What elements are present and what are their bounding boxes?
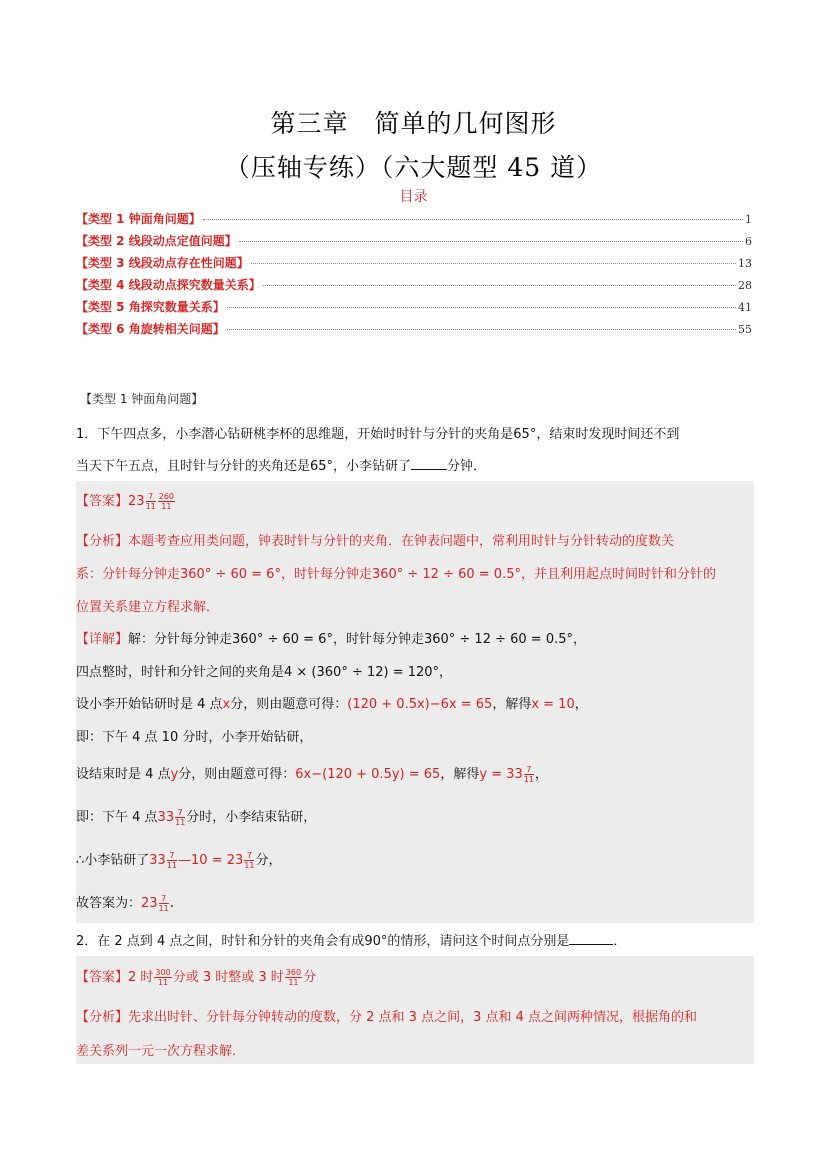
- fraction-numerator: 7: [159, 894, 169, 904]
- mixed-number: 23: [141, 896, 158, 911]
- equation-solution: x = 10: [531, 697, 575, 712]
- detail-text: 故答案为：: [76, 896, 142, 911]
- toc-item-label: 【类型 2 线段动点定值问题】: [76, 234, 237, 248]
- detail-text: 设小李开始钻研时是 4 点: [76, 697, 223, 712]
- detail-text: 分，则由题意可得：: [230, 697, 348, 712]
- toc-heading: 目录: [399, 189, 428, 205]
- answer-fraction: [154, 968, 171, 987]
- document-title: 第三章 简单的几何图形: [270, 109, 557, 138]
- detail-text: 解：分针每分钟走360° ÷ 60 = 6°，时针每分钟走360° ÷ 12 ÷ 60 = 0.5°，: [128, 632, 586, 647]
- detail-text: ，: [534, 767, 548, 782]
- toc-item-label: 【类型 3 线段动点存在性问题】: [76, 256, 249, 270]
- toc-item[interactable]: [76, 210, 752, 232]
- fraction-numerator: 300: [155, 968, 171, 977]
- detail-line-8: [76, 892, 174, 913]
- variable-x: x: [222, 697, 231, 712]
- answer-line-2: [76, 966, 316, 987]
- answer-blank: [411, 457, 447, 470]
- question-2-text-end: ．: [613, 934, 627, 949]
- detail-text: ，解得: [440, 767, 480, 782]
- equation: —10 = 23: [178, 853, 244, 868]
- toc-leader-dots: [227, 307, 736, 308]
- question-1-line-2: [76, 455, 486, 474]
- detail-text: 分时，小李结束钻研，: [186, 810, 317, 825]
- solution-fraction: [524, 765, 534, 784]
- toc-leader-dots: [227, 329, 736, 330]
- answer-text: 分或 3 时整或 3 时: [172, 970, 284, 985]
- mixed-fraction: [244, 851, 254, 870]
- answer-blank: [569, 932, 613, 945]
- detail-line-7: [76, 849, 281, 870]
- toc-item[interactable]: [76, 254, 752, 276]
- answer-fraction-2: [158, 492, 175, 511]
- detail-line-4: 即：下午 4 点 10 分时，小李开始钻研，: [76, 730, 313, 745]
- mixed-number: 33: [149, 853, 166, 868]
- document-subtitle: （压轴专练）（六大题型 45 道）: [224, 153, 603, 182]
- toc-item-page: 28: [738, 279, 752, 292]
- toc-item-label: 【类型 4 线段动点探究数量关系】: [76, 278, 261, 292]
- fraction-numerator: 7: [146, 492, 156, 502]
- fraction-denominator: 11: [523, 775, 534, 784]
- toc-item-page: 41: [738, 301, 752, 314]
- toc-item[interactable]: [76, 276, 752, 298]
- fraction-numerator: 7: [244, 851, 254, 861]
- fraction-denominator: 11: [166, 861, 178, 870]
- detail-text: 分，: [255, 853, 282, 868]
- toc-item[interactable]: [76, 320, 752, 342]
- question-1-text-end: 分钟．: [447, 459, 487, 474]
- analysis-text: 本题考查应用类问题，钟表时针与分针的夹角．在钟表问题中，常利用时针与分针转动的度数关: [128, 534, 675, 549]
- analysis-line-1: [76, 530, 674, 549]
- mixed-fraction: [167, 851, 177, 870]
- answer-fraction: [146, 492, 156, 511]
- detail-line-5: [76, 763, 548, 784]
- fraction-numerator: 7: [175, 808, 185, 818]
- equation-solution: y = 33: [479, 767, 523, 782]
- fraction-denominator: 11: [161, 502, 172, 511]
- toc-item-page: 55: [738, 323, 752, 336]
- detail-line-1: [76, 628, 586, 647]
- toc-item-page: 1: [745, 213, 752, 226]
- detail-line-6: [76, 806, 316, 827]
- detail-text: 设结束时是 4 点: [76, 767, 171, 782]
- analysis-tag: 【分析】: [76, 1010, 129, 1025]
- fraction-numerator: 360: [285, 968, 302, 977]
- analysis-line-q2-1: [76, 1006, 697, 1025]
- equation: 6x−(120 + 0.5y) = 65: [295, 767, 441, 782]
- answer-int: 23: [128, 494, 145, 509]
- section-heading: 【类型 1 钟面角问题】: [80, 392, 204, 406]
- detail-text: ∴小李钻研了: [76, 853, 150, 868]
- question-2-text: 2．在 2 点到 4 点之间，时针和分针的夹角会有成90°的情形，请问这个时间点分别是: [76, 934, 570, 949]
- analysis-line-q2-2: 差关系列一元一次方程求解．: [76, 1044, 246, 1059]
- toc-item[interactable]: [76, 298, 752, 320]
- detail-text: 即：下午 4 点: [76, 810, 158, 825]
- toc-item-label: 【类型 6 角旋转相关问题】: [76, 322, 225, 336]
- analysis-line-2: 系：分针每分钟走360° ÷ 60 = 6°，时针每分钟走360° ÷ 12 ÷ 60 = 0.5°，并且利用起点时间时针和分针的: [76, 567, 716, 582]
- variable-y: y: [170, 767, 179, 782]
- fraction-numerator: 7: [524, 765, 534, 775]
- toc-leader-dots: [263, 285, 736, 286]
- toc-leader-dots: [203, 219, 743, 220]
- answer-text: 2 时: [128, 970, 154, 985]
- answer-tag: 【答案】: [76, 494, 129, 509]
- toc-item-label: 【类型 5 角探究数量关系】: [76, 300, 225, 314]
- analysis-line-3: 位置关系建立方程求解．: [76, 600, 220, 615]
- fraction-denominator: 11: [157, 978, 169, 987]
- fraction-denominator: 11: [175, 818, 186, 827]
- fraction-denominator: 11: [145, 502, 156, 511]
- toc-item[interactable]: [76, 232, 752, 254]
- detail-text: ，: [574, 697, 588, 712]
- toc-item-label: 【类型 1 钟面角问题】: [76, 212, 201, 226]
- fraction-denominator: 11: [288, 978, 299, 987]
- detail-text: 分，则由题意可得：: [178, 767, 296, 782]
- detail-line-3: [76, 693, 588, 712]
- fraction-denominator: 11: [244, 861, 255, 870]
- answer-fraction: [285, 968, 302, 987]
- detail-tag: 【详解】: [76, 632, 129, 647]
- detail-line-2: 四点整时，时针和分针之间的夹角是4 × (360° ÷ 12) = 120°，: [76, 665, 453, 680]
- fraction-numerator: 7: [167, 851, 177, 861]
- mixed-fraction: [159, 894, 169, 913]
- table-of-contents: [76, 210, 752, 342]
- question-1-line-1: 1．下午四点多，小李潜心钻研桃李杯的思维题，开始时时针与分针的夹角是65°，结束时发现时间还不到: [76, 427, 680, 442]
- toc-item-page: 13: [738, 257, 752, 270]
- detail-text: ，解得: [492, 697, 532, 712]
- mixed-fraction: [175, 808, 185, 827]
- detail-text: .: [169, 896, 174, 911]
- analysis-tag: 【分析】: [76, 534, 129, 549]
- toc-item-page: 6: [745, 235, 752, 248]
- fraction-denominator: 11: [158, 904, 169, 913]
- question-1-text: 当天下午五点，且时针与分针的夹角还是65°，小李钻研了: [76, 459, 412, 474]
- mixed-number: 33: [157, 810, 175, 825]
- analysis-text: 先求出时针、分针每分钟转动的度数，分 2 点和 3 点之间，3 点和 4 点之间两种情况，根据角的和: [128, 1010, 698, 1025]
- equation: (120 + 0.5x)−6x = 65: [347, 697, 493, 712]
- question-2-line-1: [76, 930, 626, 949]
- fraction-numerator: 260: [158, 492, 175, 501]
- answer-line-1: [76, 490, 176, 511]
- answer-tag: 【答案】: [76, 970, 129, 985]
- answer-text: 分: [303, 970, 317, 985]
- toc-leader-dots: [251, 263, 736, 264]
- toc-leader-dots: [239, 241, 743, 242]
